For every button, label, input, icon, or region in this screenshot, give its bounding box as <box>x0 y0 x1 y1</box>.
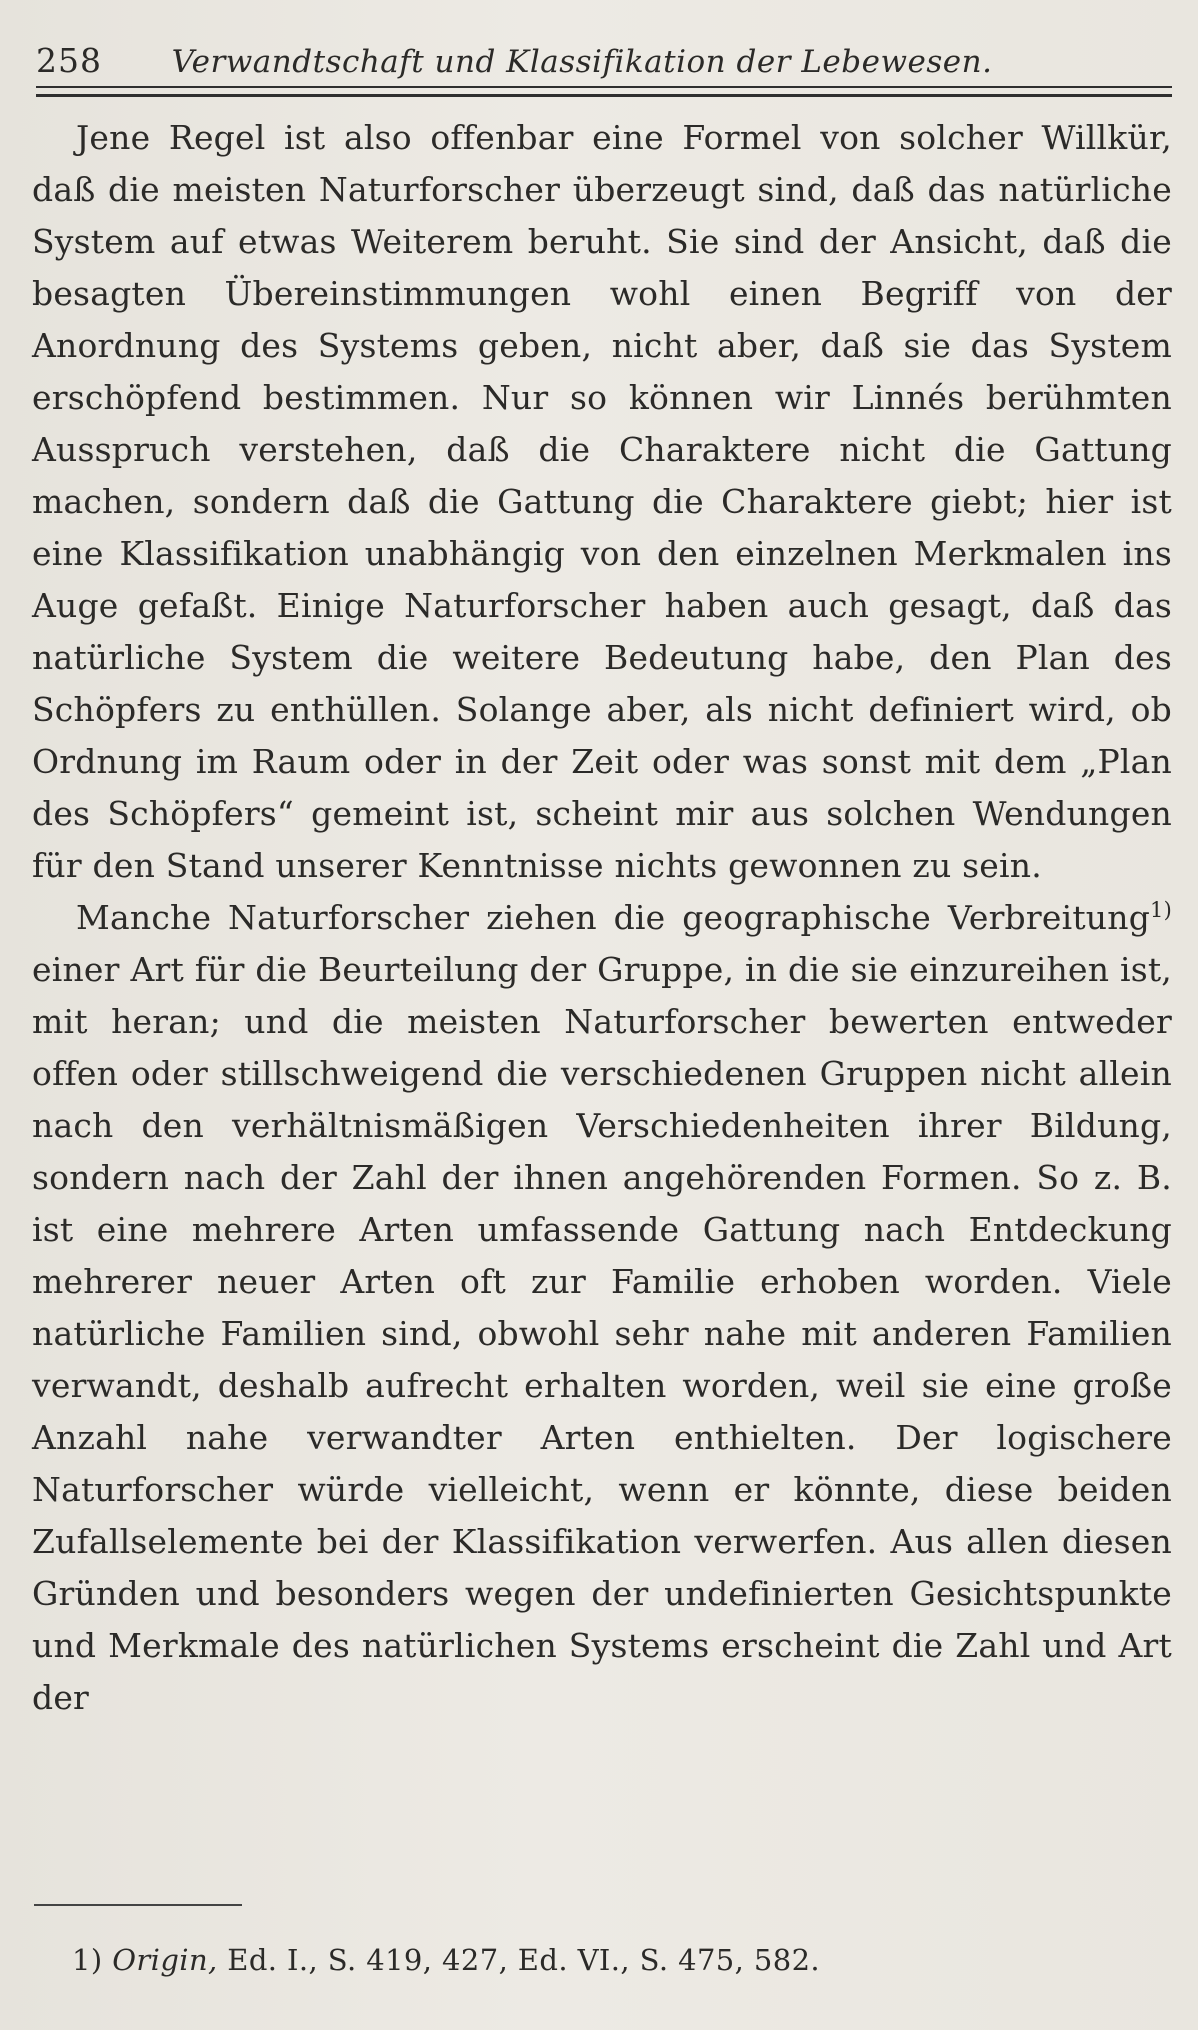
footnote-marker: 1) <box>72 1943 103 1977</box>
main-text <box>32 112 1172 1724</box>
paragraph: Jene Regel ist also offenbar eine Formel von solcher Willkür, daß die meisten Naturforscher überzeugt sind, daß das natürliche System auf etwas Weiterem beruht. Sie sind der Ansicht, daß die besagten Übereinstimmungen wohl einen Begriff von der Anordnung des Systems geben, nicht aber, daß sie das System erschöpfend bestimmen. Nur so können wir Linnés berühmten Ausspruch verstehen, daß die Charaktere nicht die Gattung machen, sondern daß die Gattung die Charaktere giebt; hier ist eine Klassifikation unabhängig von den einzelnen Merkmalen ins Auge gefaßt. Einige Naturforscher haben auch gesagt, daß das natürliche System die weitere Bedeutung habe, den Plan des Schöpfers zu enthüllen. Solange aber, als nicht definiert wird, ob Ordnung im Raum oder in der Zeit oder was sonst mit dem „Plan des Schöpfers“ gemeint ist, scheint mir aus solchen Wendungen für den Stand unserer Kenntnisse nichts gewonnen zu sein. <box>32 118 1172 885</box>
header-rule-thick <box>36 94 1172 97</box>
footnote-separator <box>34 1904 242 1906</box>
footnote-reference: 1) <box>1150 898 1172 922</box>
footnote-title: Origin, <box>112 1943 218 1977</box>
header-rule-thin <box>36 86 1172 88</box>
paragraph-with-footnote <box>32 892 1172 1724</box>
footnote <box>72 1940 820 1980</box>
page-number: 258 <box>36 41 102 80</box>
running-title: Verwandtschaft und Klassifikation der Lebewesen. <box>171 44 993 80</box>
paragraph-text-before-footnote: Manche Naturforscher ziehen die geographische Verbreitung <box>76 898 1151 937</box>
paragraph-text-after-footnote: einer Art für die Beurteilung der Gruppe, in die sie einzureihen ist, mit heran; und die meisten Naturforscher bewerten entweder offen oder stillschweigend die verschiedenen Gruppen nicht allein nach den verhältnismäßigen Verschiedenheiten ihrer Bildung, sondern nach der Zahl der ihnen angehörenden Formen. So z. B. ist eine mehrere Arten umfassende Gattung nach Entdeckung mehrerer neuer Arten oft zur Familie erhoben worden. Viele natürliche Familien sind, obwohl sehr nahe mit anderen Familien verwandt, deshalb aufrecht erhalten worden, weil sie eine große Anzahl nahe verwandter Arten enthielten. Der logischere Naturforscher würde vielleicht, wenn er könnte, diese beiden Zufallselemente bei der Klassifikation verwerfen. Aus allen diesen Gründen und besonders wegen der undefinierten Gesichtspunkte und Merkmale des natürlichen Systems erscheint die Zahl und Art der <box>32 950 1172 1717</box>
footnote-text: Ed. I., S. 419, 427, Ed. VI., S. 475, 582. <box>217 1943 821 1977</box>
page-header <box>36 18 1168 80</box>
